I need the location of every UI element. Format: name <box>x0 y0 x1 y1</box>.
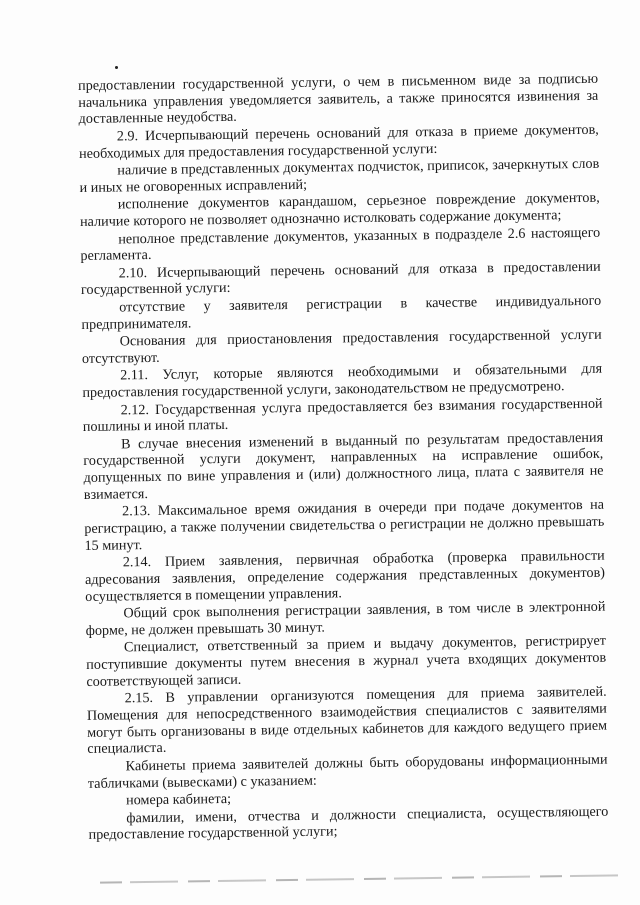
paragraph-2-10: 2.10. Исчерпывающий перечень оснований для отказа в предоставлении государственной услуги: <box>80 258 601 299</box>
paragraph-2-15: 2.15. В управлении организуются помещения для приема заявителей. Помещения для непосредственного взаимодействия специалистов с заявителями могут быть организованы в виде отдельных кабинетов для каждого ведущего прием специалиста. <box>86 683 608 758</box>
paragraph-2-9-item-1: наличие в представленных документах подчисток, приписок, зачеркнутых слов и иных не оговоренных исправлений; <box>79 155 600 196</box>
paragraph-2-13: 2.13. Максимальное время ожидания в очереди при подаче документов на регистрацию, а также получении свидетельства о регистрации не должно превышать 15 минут. <box>84 497 605 554</box>
paragraph-2-14-term: Общий срок выполнения регистрации заявления, в том числе в электронной форме, не должен превышать 30 минут. <box>85 598 606 639</box>
scan-edge-artifact <box>100 874 620 883</box>
paragraph-2-9: 2.9. Исчерпывающий перечень оснований для отказа в приеме документов, необходимых для предоставления государственной услуги: <box>78 121 599 162</box>
paragraph-2-14: 2.14. Прием заявления, первичная обработка (проверка правильности адресования заявления, определение содержания представленных документов) осуществляется в помещении управления. <box>84 547 606 605</box>
paragraph-2-15-item-2: фамилии, имени, отчества и должности специалиста, осуществляющего предоставление государственной услуги; <box>88 803 609 844</box>
paragraph-continuation: предоставлении государственной услуги, о чем в письменном виде за подписью начальника управления уведомляется заявитель, а также приносятся извинения за доставленные неудобства. <box>78 70 599 128</box>
paragraph-2-12-fee-note: В случае внесения изменений в выданный по результатам предоставления государственной услуги документ, направленных на исправление ошибок, допущенных по вине управления и (или) должностного лица, плата с заявителя не взимается. <box>83 429 604 503</box>
scan-speck <box>115 66 118 69</box>
paragraph-2-9-item-3: неполное представление документов, указанных в подразделе 2.6 настоящего регламента. <box>80 224 601 265</box>
paragraph-2-14-specialist: Специалист, ответственный за прием и выдачу документов, регистрирует поступившие документы путем внесения в журнал учета входящих документов соответствующей записи. <box>86 633 607 690</box>
paragraph-2-11: 2.11. Услуг, которые являются необходимыми и обязательными для предоставления государственной услуги, законодательством не предусмотрено. <box>82 361 603 401</box>
paragraph-2-9-item-2: исполнение документов карандашом, серьезное повреждение документов, наличие которого не позволяет однозначно истолковать содержание документа; <box>79 190 600 231</box>
paragraph-2-12: 2.12. Государственная услуга предоставляется без взимания государственной пошлины и иной платы. <box>82 395 603 436</box>
paragraph-2-15-item-1: номера кабинета; <box>125 791 232 809</box>
paragraph-suspension-grounds: Основания для приостановления предоставления государственной услуги отсутствуют. <box>81 326 602 367</box>
document-body <box>78 71 609 845</box>
paragraph-2-10-item-1: отсутствие у заявителя регистрации в качестве индивидуального предпринимателя. <box>81 292 602 333</box>
paragraph-2-15-signs: Кабинеты приема заявителей должны быть оборудованы информационными табличками (вывесками) с указанием: <box>87 751 608 792</box>
